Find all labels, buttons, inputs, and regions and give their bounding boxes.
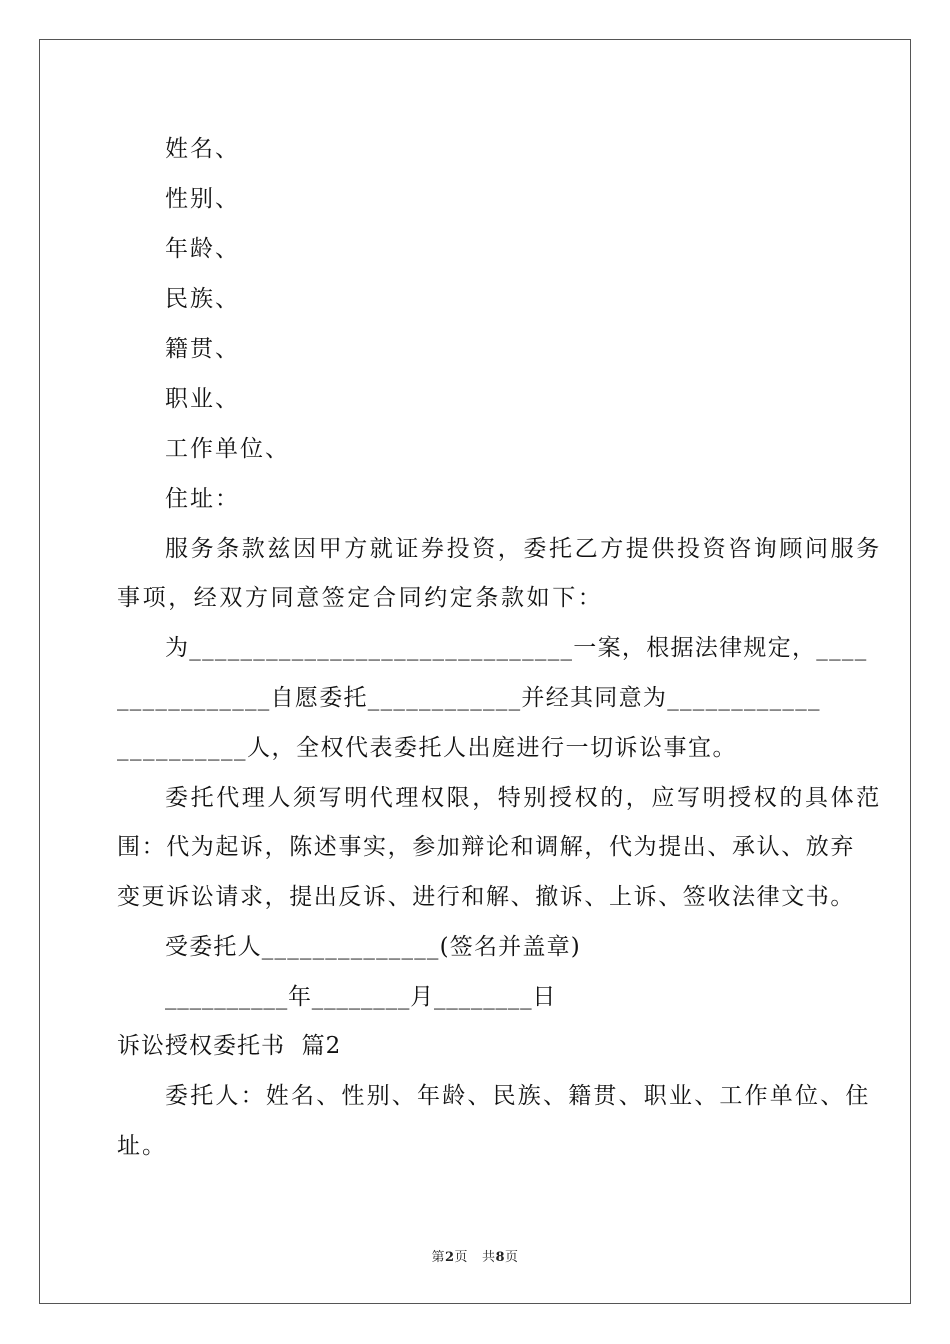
footer-page-prefix: 第 xyxy=(431,1250,445,1265)
line-name: 姓名、 xyxy=(165,136,240,162)
paragraph-principal-1: 委托人：姓名、性别、年龄、民族、籍贯、职业、工作单位、住 xyxy=(165,1083,871,1109)
page-border xyxy=(39,39,911,1304)
line-ethnicity: 民族、 xyxy=(165,286,240,312)
line-age: 年龄、 xyxy=(165,236,240,262)
footer-page-mid: 页 共 xyxy=(454,1250,496,1265)
paragraph-authority-1: 委托代理人须写明代理权限，特别授权的，应写明授权的具体范 xyxy=(165,785,882,811)
line-address: 住址： xyxy=(165,486,240,512)
section-heading: 诉讼授权委托书 篇2 xyxy=(117,1033,342,1059)
agent-signature-line: 受委托人______________(签名并盖章) xyxy=(165,934,581,960)
footer-total-pages: 8 xyxy=(495,1250,505,1265)
paragraph-service-terms-2: 事项，经双方同意签定合同约定条款如下： xyxy=(117,585,604,611)
paragraph-entrust-2: ____________自愿委托____________并经其同意为____________ xyxy=(117,685,821,711)
line-workplace: 工作单位、 xyxy=(165,436,290,462)
paragraph-entrust-1: 为______________________________一案，根据法律规定，____ xyxy=(165,635,868,661)
paragraph-principal-2: 址。 xyxy=(117,1133,167,1159)
paragraph-entrust-3: __________人，全权代表委托人出庭进行一切诉讼事宜。 xyxy=(117,735,737,761)
line-gender: 性别、 xyxy=(165,186,240,212)
paragraph-authority-2: 围：代为起诉，陈述事实，参加辩论和调解，代为提出、承认、放弃 xyxy=(117,834,855,860)
footer-page-number: 2 xyxy=(445,1250,455,1265)
footer-page-suffix: 页 xyxy=(505,1250,519,1265)
paragraph-authority-3: 变更诉讼请求，提出反诉、进行和解、撤诉、上诉、签收法律文书。 xyxy=(117,884,855,910)
line-native-place: 籍贯、 xyxy=(165,336,240,362)
date-line: __________年________月________日 xyxy=(165,984,557,1010)
line-occupation: 职业、 xyxy=(165,386,240,412)
paragraph-service-terms-1: 服务条款兹因甲方就证券投资，委托乙方提供投资咨询顾问服务 xyxy=(165,536,882,562)
page-footer xyxy=(0,1246,950,1265)
